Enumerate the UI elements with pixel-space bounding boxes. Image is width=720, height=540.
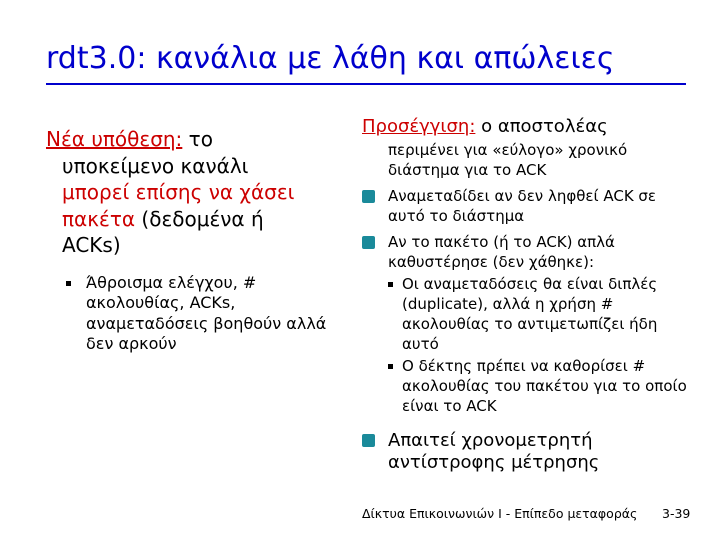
new-assumption-text-1: το	[182, 127, 213, 151]
footer-course: Δίκτυα Επικοινωνιών Ι - Επίπεδο μεταφοράς	[362, 506, 638, 521]
sub-bullet-duplicates-text: Οι αναμεταδόσεις θα είναι διπλές (duplicate), αλλά η χρήση # ακολουθίας το αντιμετωπίζει ήδη αυτό	[402, 275, 658, 353]
new-assumption-text-4a: πακέτα	[62, 206, 136, 231]
page-number: 3-39	[662, 506, 691, 521]
slide-title: rdt3.0: κανάλια με λάθη και απώλειες	[46, 41, 615, 76]
q-square-bullet-icon	[362, 190, 375, 203]
approach-label: Προσέγγιση:	[362, 116, 476, 137]
bullet-delayed	[362, 232, 692, 272]
approach-body: περιμένει για «εύλογο» χρονικό διάστημα για το ACK	[388, 141, 628, 179]
q-square-bullet-icon	[362, 236, 375, 249]
sub-bullet-receiver	[362, 356, 692, 416]
q-square-bullet-icon	[362, 434, 375, 447]
new-assumption-text-2: υποκείμενο κανάλι	[62, 153, 249, 178]
small-square-bullet-icon	[388, 364, 393, 369]
title-underline	[46, 83, 686, 85]
left-column	[46, 126, 336, 355]
bullet-retransmit-text: Αναμεταδίδει αν δεν ληφθεί ACK σε αυτό το διάστημα	[388, 187, 657, 225]
sub-bullet-receiver-text: Ο δέκτης πρέπει να καθορίσει # ακολουθίας του πακέτου για το οποίο είναι το ACK	[402, 357, 687, 415]
new-assumption-text-3: μπορεί επίσης να χάσει	[62, 180, 295, 204]
approach-label-rest: ο αποστολέας	[475, 116, 608, 137]
bullet-timer	[362, 430, 692, 474]
left-sub-bullet-text: Άθροισμα ελέγχου, # ακολουθίας, ACKs, αναμεταδόσεις βοηθούν αλλά δεν αρκούν	[86, 272, 327, 353]
left-sub-bullet	[46, 273, 336, 355]
right-column	[362, 116, 692, 474]
new-assumption-label: Νέα υπόθεση:	[46, 127, 183, 151]
small-square-bullet-icon	[388, 282, 393, 287]
new-assumption-text-4b: (δεδομένα ή	[135, 206, 264, 231]
bullet-timer-text: Απαιτεί χρονομετρητή αντίστροφης μέτρησης	[388, 430, 600, 473]
new-assumption	[46, 126, 336, 259]
new-assumption-text-5: ACKs)	[62, 233, 121, 257]
small-square-bullet-icon	[66, 281, 71, 286]
bullet-retransmit	[362, 186, 692, 226]
sub-bullet-duplicates	[362, 274, 692, 354]
bullet-delayed-text: Αν το πακέτο (ή το ACK) απλά καθυστέρησε (δεν χάθηκε):	[388, 233, 615, 271]
approach-heading	[362, 116, 692, 138]
